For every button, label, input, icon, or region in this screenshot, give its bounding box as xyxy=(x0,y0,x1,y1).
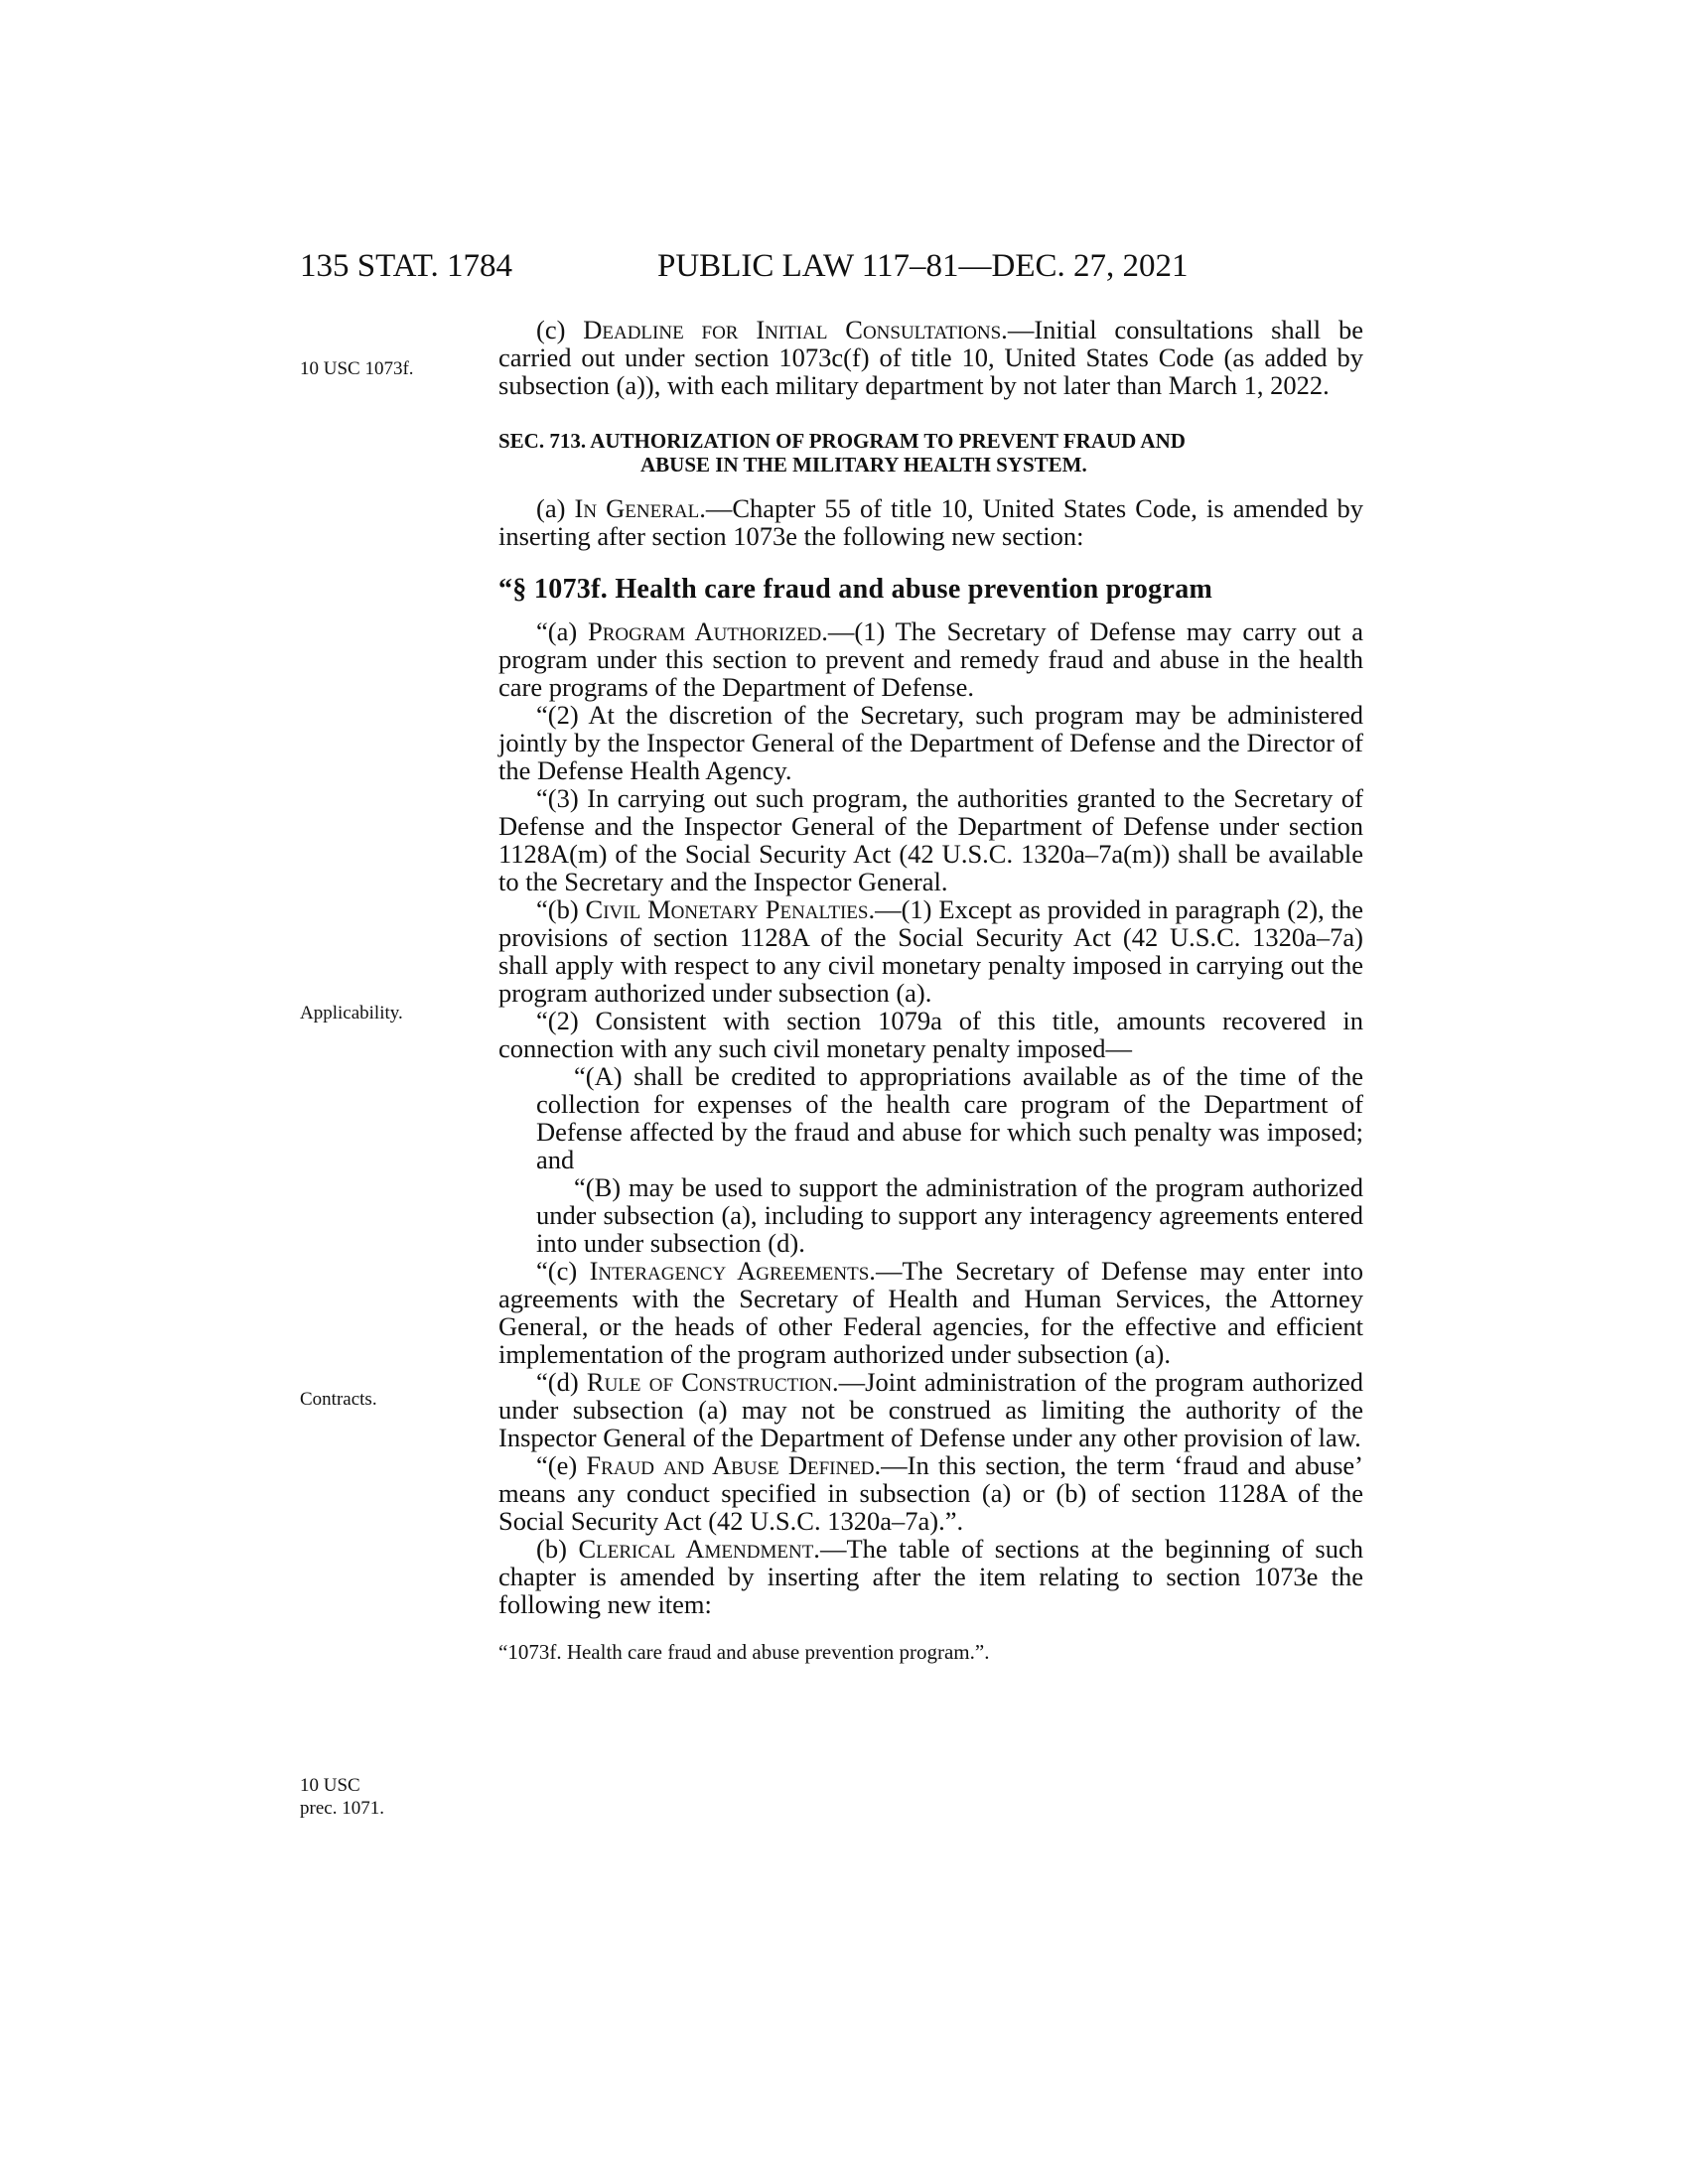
new-section-title: “§ 1073f. Health care fraud and abuse prevention program xyxy=(498,574,1213,605)
para-heading: Fraud and Abuse Defined. xyxy=(586,1450,882,1480)
margin-note-applicability: Applicability. xyxy=(300,1003,403,1024)
para-lead: “(a) xyxy=(536,616,588,646)
paragraph-b2-B: “(B) may be used to support the administration of the program authorized under subsection (a), including to support any interagency agreements entered into under subsection (d). xyxy=(536,1172,1363,1258)
stat-page-number: 135 STAT. 1784 xyxy=(300,248,513,284)
paragraph-b2-A: “(A) shall be credited to appropriations available as of the time of the collection for expenses of the health care program of the Department of Defense affected by the fraud and abuse for which such penalty was imposed; and xyxy=(536,1061,1363,1174)
paragraph-clerical-amendment xyxy=(498,1535,1363,1618)
section-heading-line2: ABUSE IN THE MILITARY HEALTH SYSTEM. xyxy=(640,453,1087,477)
paragraph-civil-monetary-penalties xyxy=(498,895,1363,1007)
para-heading: In General. xyxy=(574,493,706,523)
paragraph-a3: “(3) In carrying out such program, the authorities granted to the Secretary of Defense and the Inspector General of the Department of Defense under section 1128A(m) of the Social Security Act (42 U.S.C. 1320a–7a(m)) shall be available to the Secretary and the Inspector General. xyxy=(498,783,1363,896)
paragraph-in-general xyxy=(498,494,1363,550)
paragraph-rule-of-construction xyxy=(498,1368,1363,1451)
para-heading: Deadline for Initial Consultations. xyxy=(583,315,1008,344)
paragraph-fraud-abuse-defined xyxy=(498,1451,1363,1535)
para-lead: (a) xyxy=(536,493,575,523)
para-heading: Program Authorized. xyxy=(587,616,828,646)
para-heading: Rule of Construction. xyxy=(586,1367,839,1397)
para-text: —The table of sections at the beginning of such chapter is amended by inserting after the item relating to section 1073e the following new item: xyxy=(498,1534,1363,1619)
document-body xyxy=(498,316,1363,1666)
para-lead: “(b) xyxy=(536,894,586,924)
para-text: —Joint administration of the program authorized under subsection (a) may not be construed as limiting the authority of the Inspector General of the Department of Defense under any other provision of law. xyxy=(498,1367,1363,1452)
para-lead: “(d) xyxy=(536,1367,587,1397)
paragraph-a2: “(2) At the discretion of the Secretary, such program may be administered jointly by the Inspector General of the Department of Defense and the Director of the Defense Health Agency. xyxy=(498,700,1363,785)
margin-note-usc-prec xyxy=(300,1774,384,1820)
margin-note-usc-1073f: 10 USC 1073f. xyxy=(300,358,414,379)
para-text: —Initial consultations shall be carried out under section 1073c(f) of title 10, United States Code (as added by subsection (a)), with each military department by not later than March 1, 2022. xyxy=(498,315,1363,400)
para-heading: Clerical Amendment. xyxy=(578,1534,820,1564)
margin-note-contracts: Contracts. xyxy=(300,1389,377,1410)
section-heading-line1: SEC. 713. AUTHORIZATION OF PROGRAM TO PREVENT FRAUD AND xyxy=(498,429,1186,453)
para-lead: (b) xyxy=(536,1534,579,1564)
paragraph-b2: “(2) Consistent with section 1079a of this title, amounts recovered in connection with any such civil monetary penalty imposed— xyxy=(498,1006,1363,1063)
para-heading: Interagency Agreements. xyxy=(589,1256,876,1286)
section-heading xyxy=(498,429,1363,477)
para-text: —The Secretary of Defense may enter into agreements with the Secretary of Health and Human Services, the Attorney General, or the heads of other Federal agencies, for the effective and efficient implementation of the program authorized under subsection (a). xyxy=(498,1256,1363,1369)
table-of-sections-item: “1073f. Health care fraud and abuse prevention program.”. xyxy=(498,1640,990,1664)
law-citation: PUBLIC LAW 117–81—DEC. 27, 2021 xyxy=(657,248,1189,284)
margin-note-usc-prec-line2: prec. 1071. xyxy=(300,1798,384,1819)
para-text: —(1) Except as provided in paragraph (2), the provisions of section 1128A of the Social Security Act (42 U.S.C. 1320a–7a) shall apply with respect to any civil monetary penalty imposed in carrying out the program authorized under subsection (a). xyxy=(498,894,1363,1008)
running-header xyxy=(300,248,1365,292)
para-text: —(1) The Secretary of Defense may carry out a program under this section to prevent and remedy fraud and abuse in the health care programs of the Department of Defense. xyxy=(498,616,1363,702)
para-heading: Civil Monetary Penalties. xyxy=(585,894,876,924)
para-text: —In this section, the term ‘fraud and abuse’ means any conduct specified in subsection (a) or (b) of section 1128A of the Social Security Act (42 U.S.C. 1320a–7a).”. xyxy=(498,1450,1363,1536)
para-lead: (c) xyxy=(536,315,584,344)
paragraph-deadline-consultations xyxy=(498,316,1363,399)
para-lead: “(e) xyxy=(536,1450,587,1480)
margin-note-usc-prec-line1: 10 USC xyxy=(300,1775,360,1796)
para-lead: “(c) xyxy=(536,1256,590,1286)
paragraph-program-authorized xyxy=(498,617,1363,701)
paragraph-interagency-agreements xyxy=(498,1257,1363,1368)
para-text: —Chapter 55 of title 10, United States Code, is amended by inserting after section 1073e the following new section: xyxy=(498,493,1363,551)
